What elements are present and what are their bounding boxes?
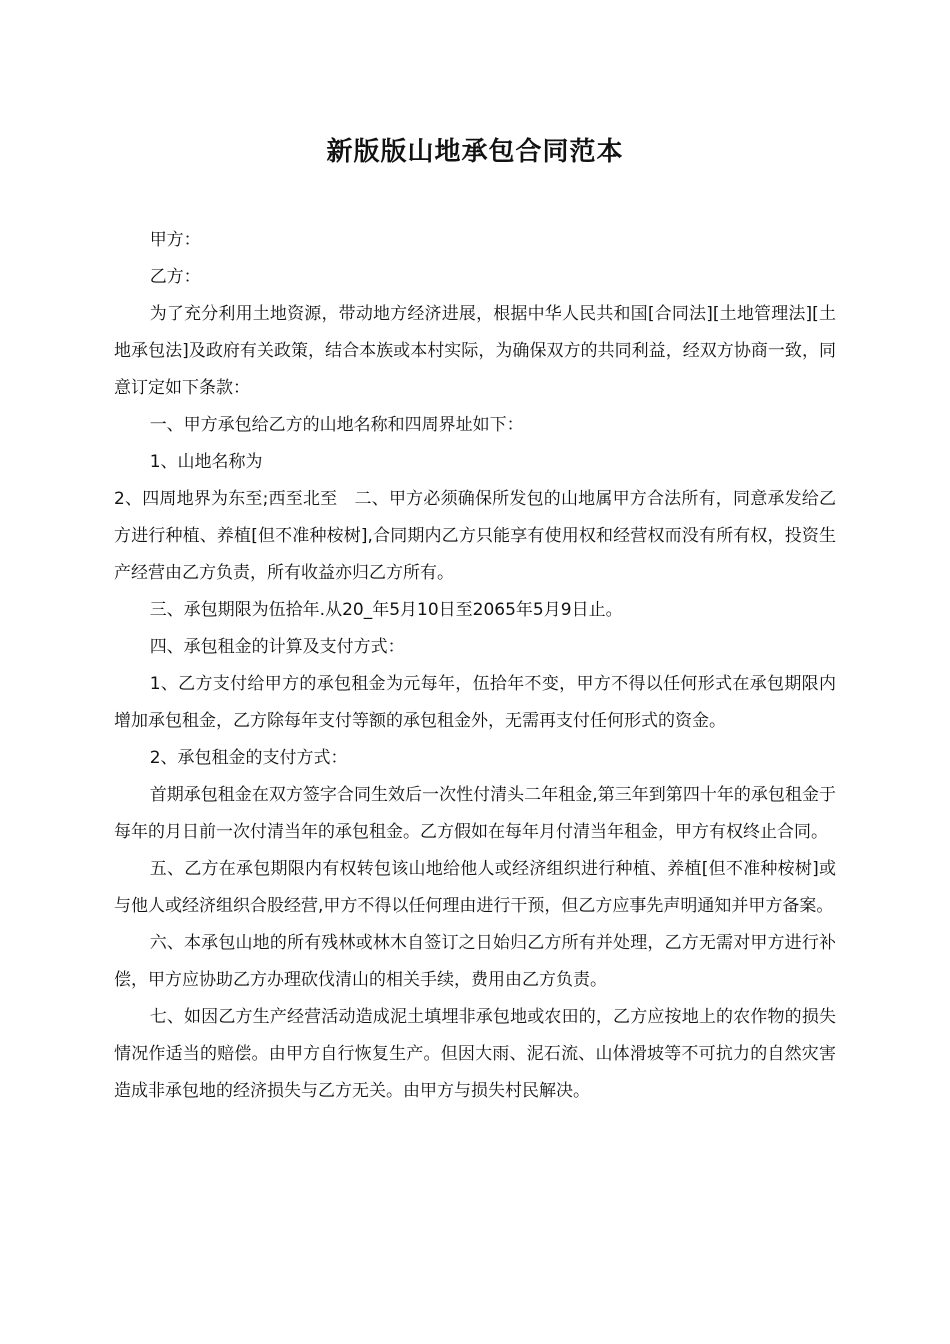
page-title: 新版版山地承包合同范本 [326,137,624,167]
paragraph-preamble: 为了充分利用土地资源，带动地方经济进展，根据中华人民共和国[合同法][土地管理法][土地承包法]及政府有关政策，结合本族或本村实际，为确保双方的共同利益，经双方协商一致，同意订定如下条款： [114,304,836,398]
paragraph-clause-6: 六、本承包山地的所有残林或林木自签订之日始归乙方所有并处理，乙方无需对甲方进行补偿，甲方应协助乙方办理砍伐清山的相关手续，费用由乙方负责。 [114,933,836,990]
paragraph-clause-7: 七、如因乙方生产经营活动造成泥土填埋非承包地或农田的，乙方应按地上的农作物的损失情况作适当的赔偿。由甲方自行恢复生产。但因大雨、泥石流、山体滑坡等不可抗力的自然灾害造成非承包地的经济损失与乙方无关。由甲方与损失村民解决。 [114,1007,836,1101]
paragraph-clause-1: 一、甲方承包给乙方的山地名称和四周界址如下： [149,415,524,435]
paragraph-party-b: 乙方： [149,267,201,287]
paragraph-clause-1-item-2: 2、四周地界为东至;西至北至 二、甲方必须确保所发包的山地属甲方合法所有，同意承发给乙方进行种植、养植[但不准种桉树],合同期内乙方只能享有使用权和经营权而没有所有权，投资生产经营由乙方负责，所有收益亦归乙方所有。 [114,489,836,583]
contract-body [114,222,836,1110]
paragraph-clause-4-item-1: 1、乙方支付给甲方的承包租金为元每年，伍拾年不变，甲方不得以任何形式在承包期限内增加承包租金，乙方除每年支付等额的承包租金外，无需再支付任何形式的资金。 [114,674,836,731]
paragraph-clause-4: 四、承包租金的计算及支付方式： [149,637,405,657]
paragraph-clause-4-payment: 首期承包租金在双方签字合同生效后一次性付清头二年租金,第三年到第四十年的承包租金于每年的月日前一次付清当年的承包租金。乙方假如在每年月付清当年租金，甲方有权终止合同。 [114,785,836,842]
paragraph-party-a: 甲方： [149,230,201,250]
paragraph-clause-4-item-2: 2、承包租金的支付方式： [149,748,348,768]
paragraph-clause-1-item-1: 1、山地名称为 [149,452,263,472]
paragraph-clause-5: 五、乙方在承包期限内有权转包该山地给他人或经济组织进行种植、养植[但不准种桉树]或与他人或经济组织合股经营,甲方不得以任何理由进行干预，但乙方应事先声明通知并甲方备案。 [114,859,836,916]
paragraph-clause-3: 三、承包期限为伍拾年.从20_年5月10日至2065年5月9日止。 [149,600,623,620]
